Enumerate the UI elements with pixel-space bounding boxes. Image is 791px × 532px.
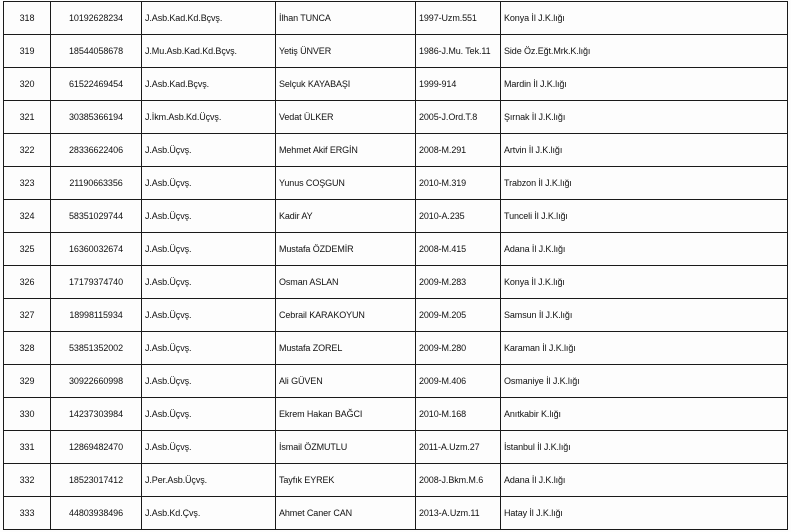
table-row	[4, 497, 788, 530]
unit-cell: İstanbul İl J.K.lığı	[501, 431, 788, 464]
rank-cell: J.Asb.Kd.Çvş.	[142, 497, 276, 530]
full-name-cell: Mustafa ÖZDEMİR	[276, 233, 416, 266]
table-row	[4, 266, 788, 299]
rank-cell: J.Per.Asb.Üçvş.	[142, 464, 276, 497]
row-number-cell: 328	[4, 332, 51, 365]
full-name-cell: Tayfık EYREK	[276, 464, 416, 497]
full-name-cell: Osman ASLAN	[276, 266, 416, 299]
table-row	[4, 101, 788, 134]
rank-cell: J.Asb.Kad.Bçvş.	[142, 68, 276, 101]
id-number-cell: 14237303984	[51, 398, 142, 431]
unit-cell: Karaman İl J.K.lığı	[501, 332, 788, 365]
id-number-cell: 18998115934	[51, 299, 142, 332]
rank-cell: J.Asb.Üçvş.	[142, 398, 276, 431]
table-row	[4, 233, 788, 266]
id-number-cell: 10192628234	[51, 2, 142, 35]
personnel-table-body	[4, 2, 788, 530]
full-name-cell: Yetiş ÜNVER	[276, 35, 416, 68]
rank-cell: J.Asb.Üçvş.	[142, 266, 276, 299]
row-number-cell: 319	[4, 35, 51, 68]
unit-cell: Side Öz.Eğt.Mrk.K.lığı	[501, 35, 788, 68]
registry-cell: 1997-Uzm.551	[416, 2, 501, 35]
rank-cell: J.Asb.Üçvş.	[142, 134, 276, 167]
registry-cell: 1999-914	[416, 68, 501, 101]
unit-cell: Şırnak İl J.K.lığı	[501, 101, 788, 134]
unit-cell: Hatay İl J.K.lığı	[501, 497, 788, 530]
row-number-cell: 318	[4, 2, 51, 35]
unit-cell: Adana İl J.K.lığı	[501, 464, 788, 497]
registry-cell: 1986-J.Mu. Tek.11	[416, 35, 501, 68]
rank-cell: J.İkm.Asb.Kd.Üçvş.	[142, 101, 276, 134]
row-number-cell: 330	[4, 398, 51, 431]
registry-cell: 2008-M.415	[416, 233, 501, 266]
full-name-cell: Cebrail KARAKOYUN	[276, 299, 416, 332]
rank-cell: J.Asb.Üçvş.	[142, 167, 276, 200]
table-row	[4, 2, 788, 35]
id-number-cell: 53851352002	[51, 332, 142, 365]
full-name-cell: Mehmet Akif ERGİN	[276, 134, 416, 167]
full-name-cell: Mustafa ZOREL	[276, 332, 416, 365]
table-row	[4, 167, 788, 200]
id-number-cell: 30385366194	[51, 101, 142, 134]
row-number-cell: 320	[4, 68, 51, 101]
full-name-cell: İsmail ÖZMUTLU	[276, 431, 416, 464]
full-name-cell: Kadir AY	[276, 200, 416, 233]
table-row	[4, 464, 788, 497]
personnel-table	[3, 1, 788, 530]
full-name-cell: Vedat ÜLKER	[276, 101, 416, 134]
row-number-cell: 329	[4, 365, 51, 398]
row-number-cell: 333	[4, 497, 51, 530]
row-number-cell: 321	[4, 101, 51, 134]
registry-cell: 2008-J.Bkm.M.6	[416, 464, 501, 497]
unit-cell: Artvin İl J.K.lığı	[501, 134, 788, 167]
id-number-cell: 21190663356	[51, 167, 142, 200]
unit-cell: Mardin İl J.K.lığı	[501, 68, 788, 101]
registry-cell: 2005-J.Ord.T.8	[416, 101, 501, 134]
full-name-cell: Yunus COŞGUN	[276, 167, 416, 200]
registry-cell: 2011-A.Uzm.27	[416, 431, 501, 464]
full-name-cell: Ahmet Caner CAN	[276, 497, 416, 530]
row-number-cell: 331	[4, 431, 51, 464]
registry-cell: 2009-M.280	[416, 332, 501, 365]
id-number-cell: 30922660998	[51, 365, 142, 398]
full-name-cell: İlhan TUNCA	[276, 2, 416, 35]
table-row	[4, 299, 788, 332]
id-number-cell: 18523017412	[51, 464, 142, 497]
unit-cell: Anıtkabir K.lığı	[501, 398, 788, 431]
rank-cell: J.Asb.Üçvş.	[142, 200, 276, 233]
full-name-cell: Ekrem Hakan BAĞCI	[276, 398, 416, 431]
table-row	[4, 134, 788, 167]
id-number-cell: 28336622406	[51, 134, 142, 167]
row-number-cell: 325	[4, 233, 51, 266]
unit-cell: Konya İl J.K.lığı	[501, 266, 788, 299]
rank-cell: J.Asb.Üçvş.	[142, 431, 276, 464]
registry-cell: 2009-M.205	[416, 299, 501, 332]
rank-cell: J.Asb.Üçvş.	[142, 365, 276, 398]
registry-cell: 2010-A.235	[416, 200, 501, 233]
row-number-cell: 332	[4, 464, 51, 497]
id-number-cell: 61522469454	[51, 68, 142, 101]
registry-cell: 2010-M.319	[416, 167, 501, 200]
row-number-cell: 322	[4, 134, 51, 167]
table-row	[4, 35, 788, 68]
row-number-cell: 327	[4, 299, 51, 332]
rank-cell: J.Asb.Kad.Kd.Bçvş.	[142, 2, 276, 35]
table-row	[4, 365, 788, 398]
registry-cell: 2013-A.Uzm.11	[416, 497, 501, 530]
id-number-cell: 58351029744	[51, 200, 142, 233]
table-row	[4, 398, 788, 431]
id-number-cell: 16360032674	[51, 233, 142, 266]
unit-cell: Tunceli İl J.K.lığı	[501, 200, 788, 233]
unit-cell: Osmaniye İl J.K.lığı	[501, 365, 788, 398]
id-number-cell: 17179374740	[51, 266, 142, 299]
unit-cell: Trabzon İl J.K.lığı	[501, 167, 788, 200]
id-number-cell: 44803938496	[51, 497, 142, 530]
registry-cell: 2010-M.168	[416, 398, 501, 431]
row-number-cell: 324	[4, 200, 51, 233]
unit-cell: Adana İl J.K.lığı	[501, 233, 788, 266]
rank-cell: J.Asb.Üçvş.	[142, 332, 276, 365]
full-name-cell: Ali GÜVEN	[276, 365, 416, 398]
full-name-cell: Selçuk KAYABAŞI	[276, 68, 416, 101]
row-number-cell: 323	[4, 167, 51, 200]
table-row	[4, 431, 788, 464]
id-number-cell: 12869482470	[51, 431, 142, 464]
registry-cell: 2009-M.406	[416, 365, 501, 398]
rank-cell: J.Asb.Üçvş.	[142, 233, 276, 266]
registry-cell: 2009-M.283	[416, 266, 501, 299]
id-number-cell: 18544058678	[51, 35, 142, 68]
unit-cell: Samsun İl J.K.lığı	[501, 299, 788, 332]
table-row	[4, 68, 788, 101]
rank-cell: J.Asb.Üçvş.	[142, 299, 276, 332]
rank-cell: J.Mu.Asb.Kad.Kd.Bçvş.	[142, 35, 276, 68]
table-row	[4, 332, 788, 365]
registry-cell: 2008-M.291	[416, 134, 501, 167]
unit-cell: Konya İl J.K.lığı	[501, 2, 788, 35]
row-number-cell: 326	[4, 266, 51, 299]
table-row	[4, 200, 788, 233]
